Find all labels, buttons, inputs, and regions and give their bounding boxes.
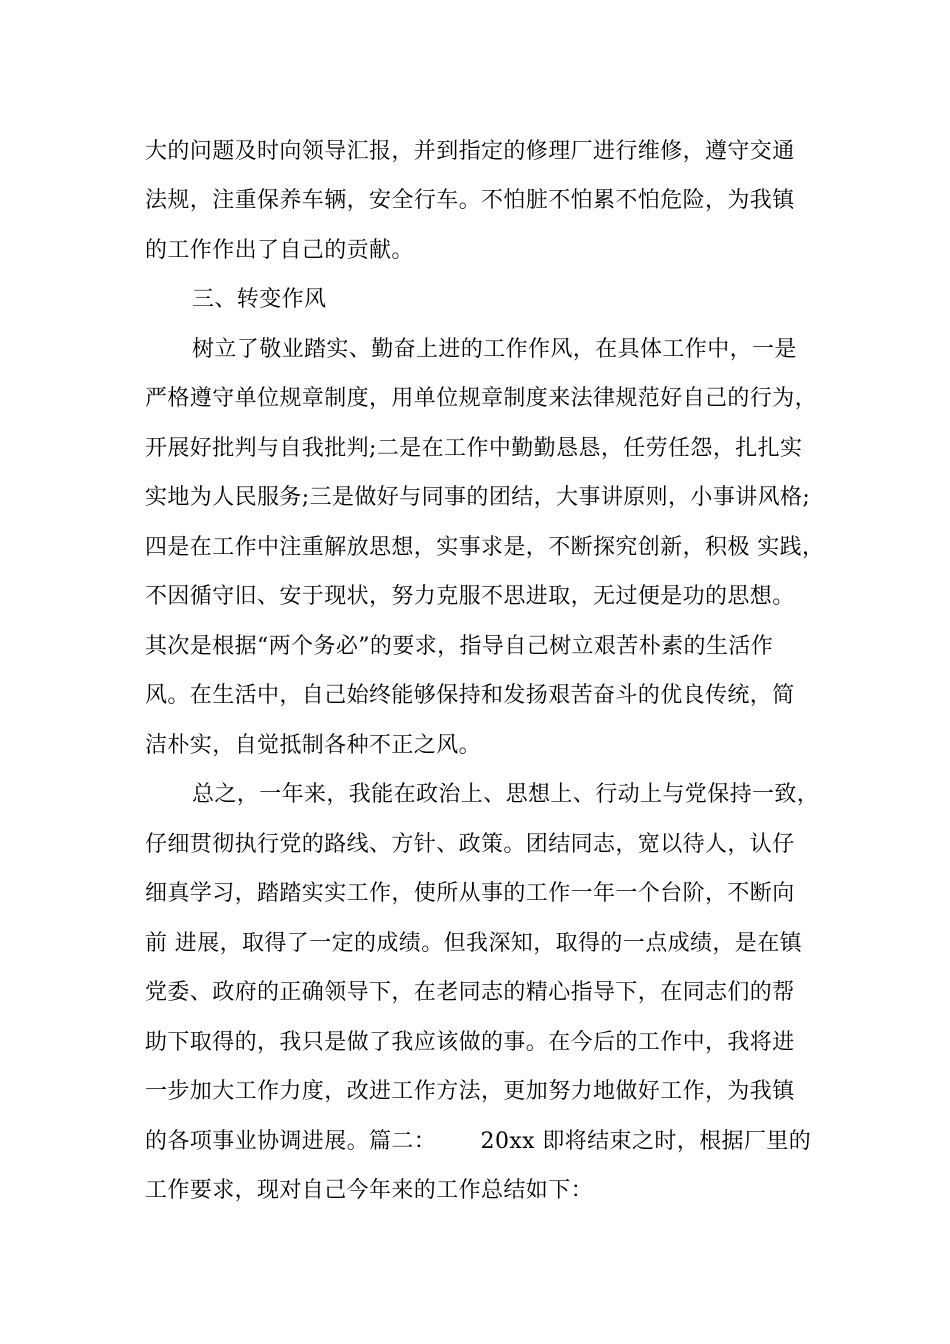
text-line: 法规，注重保养车辆，安全行车。不怕脏不怕累不怕危险，为我镇: [145, 188, 795, 213]
text-line: 助下取得的，我只是做了我应该做的事。在今后的工作中，我将进: [145, 1030, 795, 1055]
text-line: 树立了敬业踏实、勤奋上进的工作作风，在具体工作中，一是: [192, 337, 797, 362]
text-line: 的工作作出了自己的贡献。: [145, 238, 414, 263]
text-line: 四是在工作中注重解放思想，实事求是，不断探究创新，积极 实践，: [145, 535, 825, 560]
text-line: 开展好批判与自我批判;二是在工作中勤勤恳恳，任劳任怨，扎扎实: [145, 436, 803, 461]
text-line: 风。在生活中，自己始终能够保持和发扬艰苦奋斗的优良传统，简: [145, 683, 795, 708]
text-line: 前 进展，取得了一定的成绩。但我深知，取得的一点成绩，是在镇: [145, 931, 802, 956]
text-line: 党委、政府的正确领导下，在老同志的精心指导下，在同志们的帮: [145, 980, 795, 1005]
text-line: 洁朴实，自觉抵制各种不正之风。: [145, 733, 482, 758]
text-line: 严格遵守单位规章制度，用单位规章制度来法律规范好自己的行为，: [145, 386, 818, 411]
text-line: 不因循守旧、安于现状，努力克服不思进取，无过便是功的思想。: [145, 584, 795, 609]
text-line: 细真学习，踏踏实实工作，使所从事的工作一年一个台阶，不断向: [145, 881, 795, 906]
text-line: 总之，一年来，我能在政治上、思想上、行动上与党保持一致，: [192, 782, 820, 807]
text-line: 的各项事业协调进展。篇二： 20xx 即将结束之时，根据厂里的: [145, 1129, 812, 1154]
text-line: 其次是根据“两个务必”的要求，指导自己树立艰苦朴素的生活作: [145, 634, 774, 659]
text-line: 实地为人民服务;三是做好与同事的团结，大事讲原则，小事讲风格;: [145, 485, 811, 510]
text-line: 一步加大工作力度，改进工作方法，更加努力地做好工作，为我镇: [145, 1079, 795, 1104]
text-line: 仔细贯彻执行党的路线、方针、政策。团结同志，宽以待人，认仔: [145, 832, 795, 857]
text-line: 工作要求，现对自己今年来的工作总结如下：: [145, 1178, 594, 1203]
text-line: 大的问题及时向领导汇报，并到指定的修理厂进行维修，遵守交通: [145, 139, 795, 164]
section-heading: 三、转变作风: [192, 287, 327, 312]
